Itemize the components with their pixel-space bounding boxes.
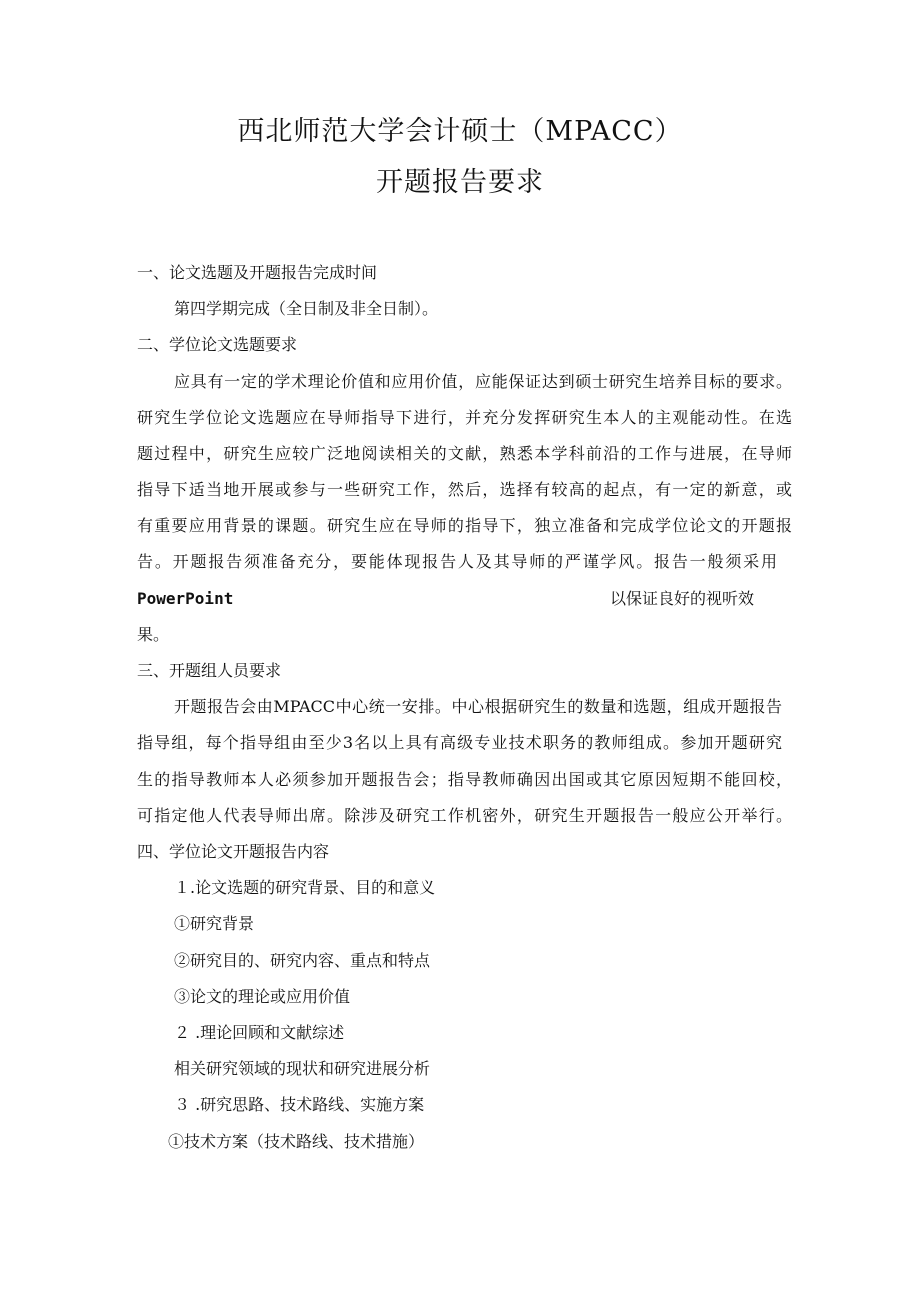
section-2-paragraph-line: 研究生学位论文选题应在导师指导下进行，并充分发挥研究生本人的主观能动性。在选 bbox=[137, 408, 792, 427]
outline-item: １.论文选题的研究背景、目的和意义 bbox=[174, 878, 436, 897]
section-2-heading: 二、学位论文选题要求 bbox=[137, 335, 298, 354]
section-2-paragraph-tail: 以保证良好的视听效 bbox=[610, 589, 755, 608]
document-title-line2: 开题报告要求 bbox=[376, 167, 544, 198]
section-2-paragraph-line: 有重要应用背景的课题。研究生应在导师的指导下，独立准备和完成学位论文的开题报 bbox=[137, 516, 792, 535]
outline-item: 相关研究领域的现状和研究进展分析 bbox=[174, 1059, 431, 1078]
section-2-paragraph-line: 指导下适当地开展或参与一些研究工作，然后，选择有较高的起点，有一定的新意，或 bbox=[137, 480, 792, 499]
outline-item: ③论文的理论或应用价值 bbox=[174, 987, 351, 1006]
section-3-heading: 三、开题组人员要求 bbox=[137, 661, 282, 680]
section-2-paragraph-line: 题过程中，研究生应较广泛地阅读相关的文献，熟悉本学科前沿的工作与进展，在导师 bbox=[137, 444, 792, 463]
section-3-paragraph-line: 指导组，每个指导组由至少3名以上具有高级专业技术职务的教师组成。参加开题研究 bbox=[137, 733, 782, 752]
powerpoint-term: PowerPoint bbox=[137, 589, 234, 608]
section-3-paragraph-line: 可指定他人代表导师出席。除涉及研究工作机密外，研究生开题报告一般应公开举行。 bbox=[137, 806, 792, 825]
section-2-paragraph-end: 果。 bbox=[137, 625, 170, 644]
outline-item: ３ .研究思路、技术路线、实施方案 bbox=[174, 1095, 425, 1114]
outline-item: ２ .理论回顾和文献综述 bbox=[174, 1023, 345, 1042]
section-3-paragraph-line: 开题报告会由MPACC中心统一安排。中心根据研究生的数量和选题，组成开题报告 bbox=[174, 697, 782, 716]
section-2-paragraph-line: 告。开题报告须准备充分，要能体现报告人及其导师的严谨学风。报告一般须采用 bbox=[137, 552, 777, 571]
section-4-heading: 四、学位论文开题报告内容 bbox=[137, 842, 330, 861]
outline-item: ①技术方案（技术路线、技术措施） bbox=[168, 1132, 425, 1151]
outline-item: ①研究背景 bbox=[174, 914, 255, 933]
section-1-heading: 一、论文选题及开题报告完成时间 bbox=[137, 263, 378, 282]
section-1-content: 第四学期完成（全日制及非全日制）。 bbox=[174, 299, 439, 318]
section-3-paragraph-line: 生的指导教师本人必须参加开题报告会；指导教师确因出国或其它原因短期不能回校， bbox=[137, 770, 792, 789]
section-2-paragraph-line: 应具有一定的学术理论价值和应用价值，应能保证达到硕士研究生培养目标的要求。 bbox=[174, 372, 792, 391]
document-title-line1: 西北师范大学会计硕士（MPACC） bbox=[237, 116, 683, 147]
outline-item: ②研究目的、研究内容、重点和特点 bbox=[174, 951, 431, 970]
